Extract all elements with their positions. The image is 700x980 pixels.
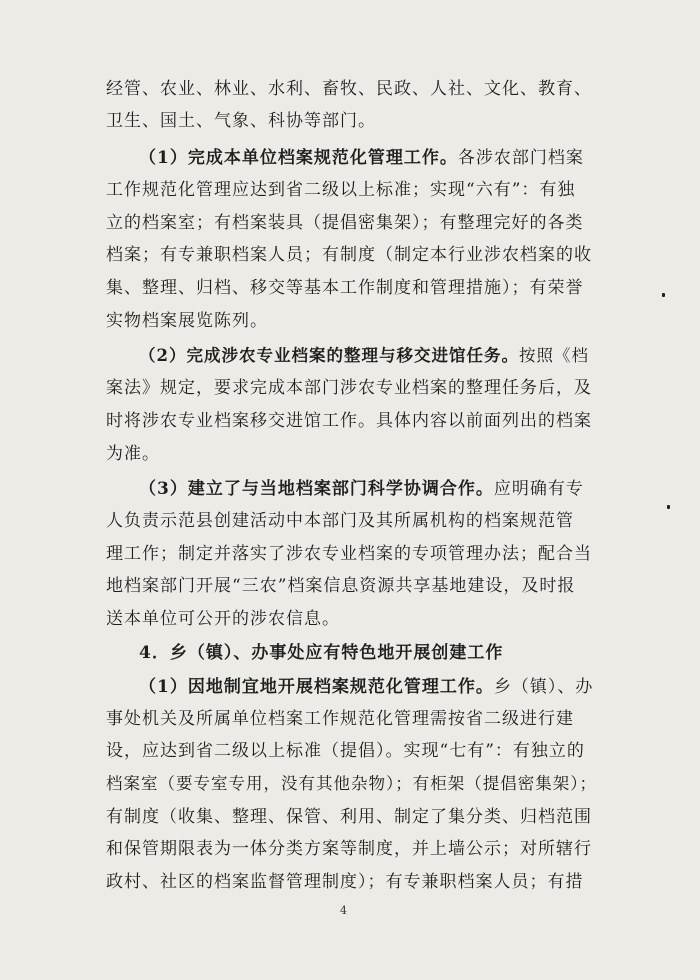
item4-1-line-4: 档案室（要专室专用，没有其他杂物）；有柜架（提倡密集架）； — [106, 774, 597, 793]
item1-line-2: 工作规范化管理应达到省二级以上标准；实现“六有”：有独 — [106, 180, 576, 200]
item4-1-line-2: 事处机关及所属单位档案工作规范化管理需按省二级进行建 — [106, 709, 574, 729]
item2-line-1 — [139, 345, 589, 369]
item4-1-line-5: 有制度（收集、整理、保管、利用、制定了集分类、归档范围 — [106, 807, 592, 827]
item3-line-4: 地档案部门开展“三农”档案信息资源共享基地建设，及时报 — [106, 576, 576, 596]
section4-heading: 4．乡（镇）、办事处应有特色地开展创建工作 — [139, 643, 504, 663]
item4-1-line-7: 政村、社区的档案监督管理制度）；有专兼职档案人员；有措 — [106, 872, 584, 892]
item4-1-line-6: 和保管期限表为一体分类方案等制度，并上墙公示；对所辖行 — [106, 839, 592, 859]
item1-line-1 — [139, 147, 584, 171]
item3-line-5: 送本单位可公开的涉农信息。 — [106, 609, 340, 629]
item3-line-3: 理工作；制定并落实了涉农专业档案的专项管理办法；配合当 — [106, 544, 592, 564]
item4-1-line-1-rest: 乡（镇）、办 — [493, 677, 594, 697]
item2-line-4: 为准。 — [106, 444, 160, 464]
para1-line-2: 卫生、国土、气象、科协等部门。 — [106, 111, 376, 131]
item3-line-1 — [139, 478, 584, 502]
item1-line-1-rest: 各涉农部门档案 — [457, 148, 584, 168]
item2-heading: （2）完成涉农专业档案的整理与移交进馆任务。 — [139, 346, 519, 365]
item2-line-3: 时将涉农专业档案移交进馆工作。具体内容以前面列出的档案 — [106, 411, 592, 431]
item1-heading: （1）完成本单位档案规范化管理工作。 — [139, 148, 458, 168]
para1-line-1: 经管、农业、林业、水利、畜牧、民政、人社、文化、教育、 — [106, 79, 592, 99]
item3-line-1-rest: 应明确有专 — [493, 479, 584, 499]
item1-line-4: 档案；有专兼职档案人员；有制度（制定本行业涉农档案的收 — [106, 245, 592, 265]
item2-line-2: 案法》规定，要求完成本部门涉农专业档案的整理任务后，及 — [106, 378, 592, 398]
item1-line-6: 实物档案展览陈列。 — [106, 311, 268, 331]
page-number: 4 — [340, 904, 347, 917]
item3-heading: （3）建立了与当地档案部门科学协调合作。 — [139, 479, 494, 499]
item4-1-line-3: 设，应达到省二级以上标准（提倡）。实现“七有”：有独立的 — [106, 741, 585, 761]
item4-1-heading: （1）因地制宜地开展档案规范化管理工作。 — [139, 677, 494, 697]
item1-line-3: 立的档案室；有档案装具（提倡密集架）；有整理完好的各类 — [106, 213, 584, 233]
item1-line-5: 集、整理、归档、移交等基本工作制度和管理措施）；有荣誉 — [106, 278, 584, 298]
item4-1-line-1 — [139, 676, 593, 700]
scan-speck — [667, 505, 670, 509]
item3-line-2: 人负责示范县创建活动中本部门及其所属机构的档案规范管 — [106, 511, 574, 531]
scan-speck — [662, 293, 665, 297]
item2-line-1-rest: 按照《档 — [518, 346, 589, 365]
